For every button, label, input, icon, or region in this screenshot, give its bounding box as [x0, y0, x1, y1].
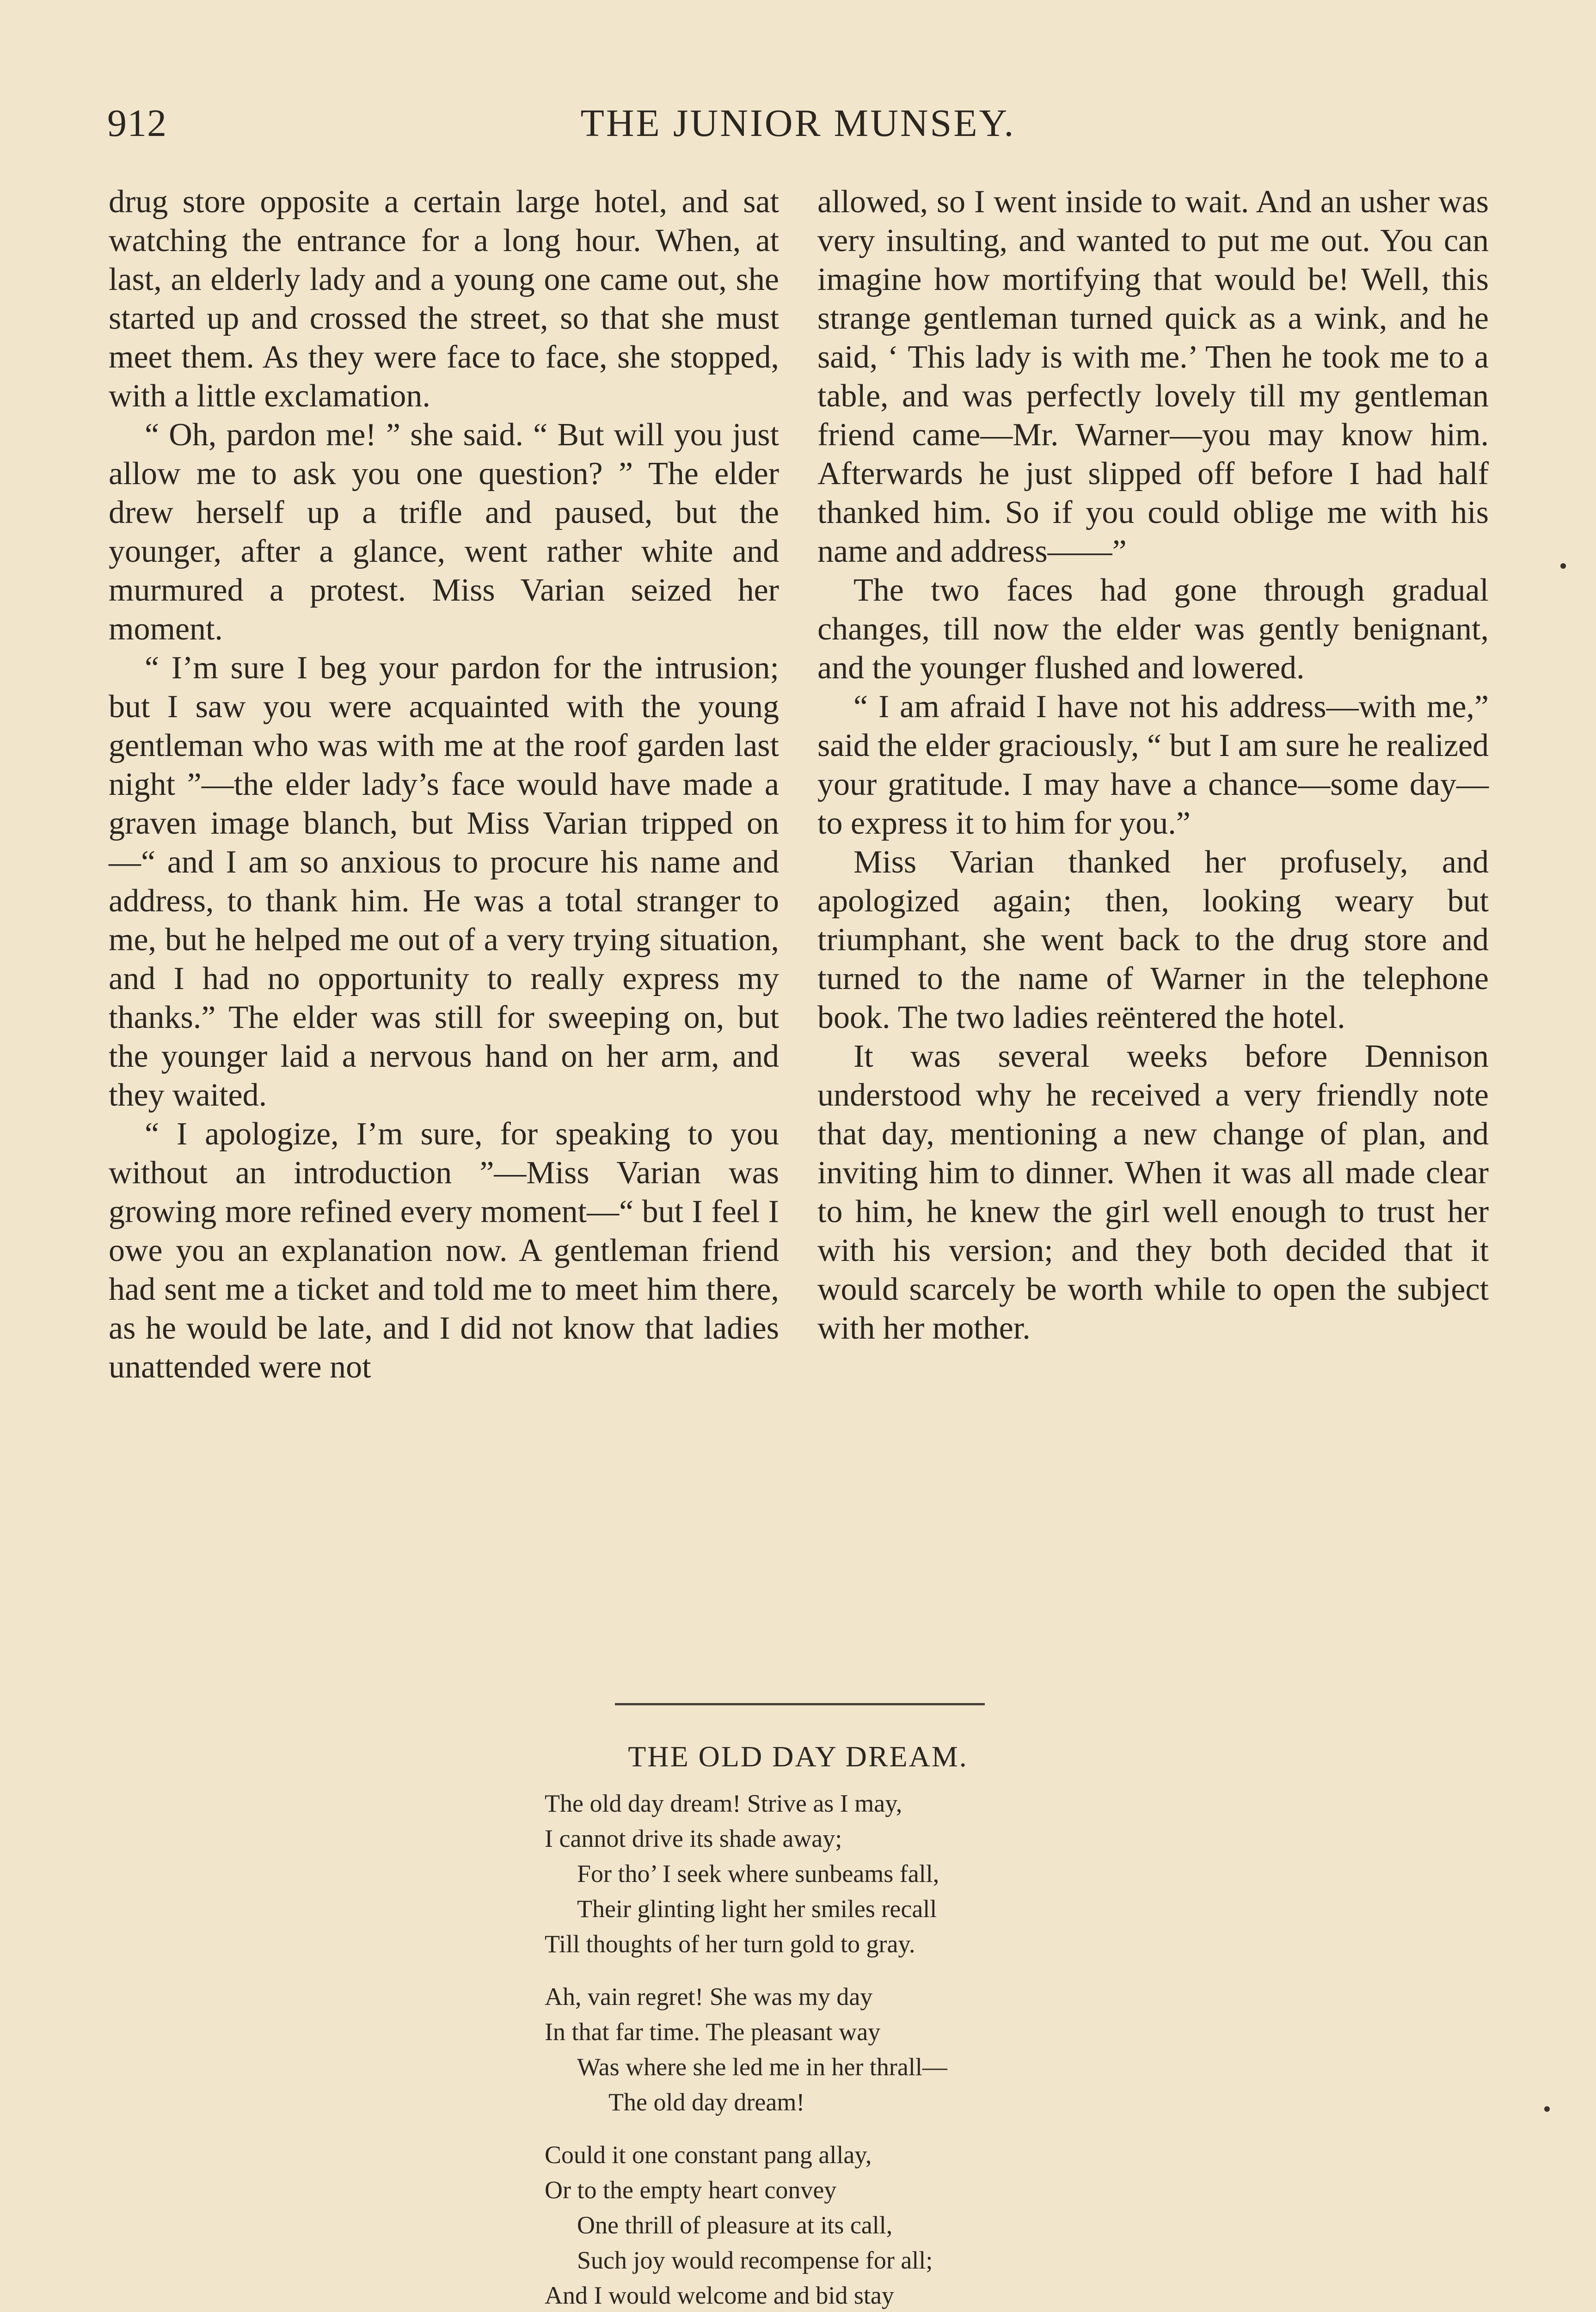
poem-line: Ah, vain regret! She was my day: [545, 1983, 873, 2011]
poem-title: THE OLD DAY DREAM.: [628, 1740, 968, 1773]
right-column: [817, 183, 1489, 1348]
running-head: THE JUNIOR MUNSEY.: [580, 102, 1016, 145]
paper-speck: [1560, 563, 1566, 569]
poem-line: Their glinting light her smiles recall: [577, 1895, 937, 1923]
poem-line: For tho’ I seek where sunbeams fall,: [577, 1860, 939, 1888]
paper-speck: [1544, 2106, 1550, 2112]
poem-stanza: [545, 1786, 1146, 1962]
poem-line: Could it one constant pang allay,: [545, 2141, 872, 2169]
paragraph: “ I am afraid I have not his address—with me,” said the elder graciously, “ but I am sure he realized your gratitude. I may have a chance—some day—to express it to him for you.”: [817, 689, 1489, 841]
poem-stanza: [545, 1979, 1146, 2120]
poem-line: Was where she led me in her thrall—: [577, 2053, 947, 2081]
poem-stanza: [545, 2137, 1146, 2312]
page-number: 912: [107, 102, 167, 145]
left-column: [109, 183, 779, 1387]
poem-line: And I would welcome and bid stay: [545, 2281, 894, 2309]
paragraph: It was several weeks before Dennison understood why he received a very friendly note that day, mentioning a new change of plan, and inviting him to dinner. When it was all made clear to him, he knew the girl well enough to trust her with his version; and they both decided that it would scarcely be worth while to open the subject with her mother.: [817, 1039, 1489, 1346]
poem: [545, 1786, 1146, 2312]
paragraph: “ I’m sure I beg your pardon for the intrusion; but I saw you were acquainted with the young gentleman who was with me at the roof garden last night ”—the elder lady’s face would have made a graven image blanch, but Miss Varian tripped on—“ and I am so anxious to procure his name and address, to thank him. He was a total stranger to me, but he helped me out of a very trying situation, and I had no opportunity to really express my thanks.” The elder was still for sweeping on, but the younger laid a nervous hand on her arm, and they waited.: [109, 650, 779, 1113]
poem-line: Or to the empty heart convey: [545, 2176, 837, 2204]
paragraph: drug store opposite a certain large hotel, and sat watching the entrance for a long hour. When, at last, an elderly lady and a young one came out, she started up and crossed the street, so that she must meet them. As they were face to face, she stopped, with a little exclamation.: [109, 184, 779, 414]
poem-line: One thrill of pleasure at its call,: [577, 2211, 893, 2239]
paragraph: allowed, so I went inside to wait. And an usher was very insulting, and wanted to put me out. You can imagine how mortifying that would be! Well, this strange gentleman turned quick as a wink, and he said, ‘ This lady is with me.’ Then he took me to a table, and was perfectly lovely till my gentleman friend came—Mr. Warner—you may know him. Afterwards he just slipped off before I had half thanked him. So if you could oblige me with his name and address——”: [817, 184, 1489, 569]
section-divider: [615, 1703, 985, 1705]
poem-line: The old day dream! Strive as I may,: [545, 1789, 902, 1817]
poem-line: Till thoughts of her turn gold to gray.: [545, 1930, 915, 1958]
poem-line: I cannot drive its shade away;: [545, 1825, 842, 1852]
poem-line: In that far time. The pleasant way: [545, 2018, 881, 2046]
paragraph: “ Oh, pardon me! ” she said. “ But will you just allow me to ask you one question? ” The elder drew herself up a trifle and paused, but the younger, after a glance, went rather white and murmured a protest. Miss Varian seized her moment.: [109, 417, 779, 647]
poem-line: Such joy would recompense for all;: [577, 2246, 933, 2274]
paragraph: “ I apologize, I’m sure, for speaking to you without an introduction ”—Miss Varian was growing more refined every moment—“ but I feel I owe you an explanation now. A gentleman friend had sent me a ticket and told me to meet him there, as he would be late, and I did not know that ladies unattended were not: [109, 1116, 779, 1385]
paragraph: The two faces had gone through gradual changes, till now the elder was gently benignant, and the younger flushed and lowered.: [817, 572, 1489, 686]
paragraph: Miss Varian thanked her profusely, and apologized again; then, looking weary but triumphant, she went back to the drug store and turned to the name of Warner in the telephone book. The two ladies reëntered the hotel.: [817, 844, 1489, 1035]
poem-line: The old day dream!: [608, 2088, 805, 2116]
